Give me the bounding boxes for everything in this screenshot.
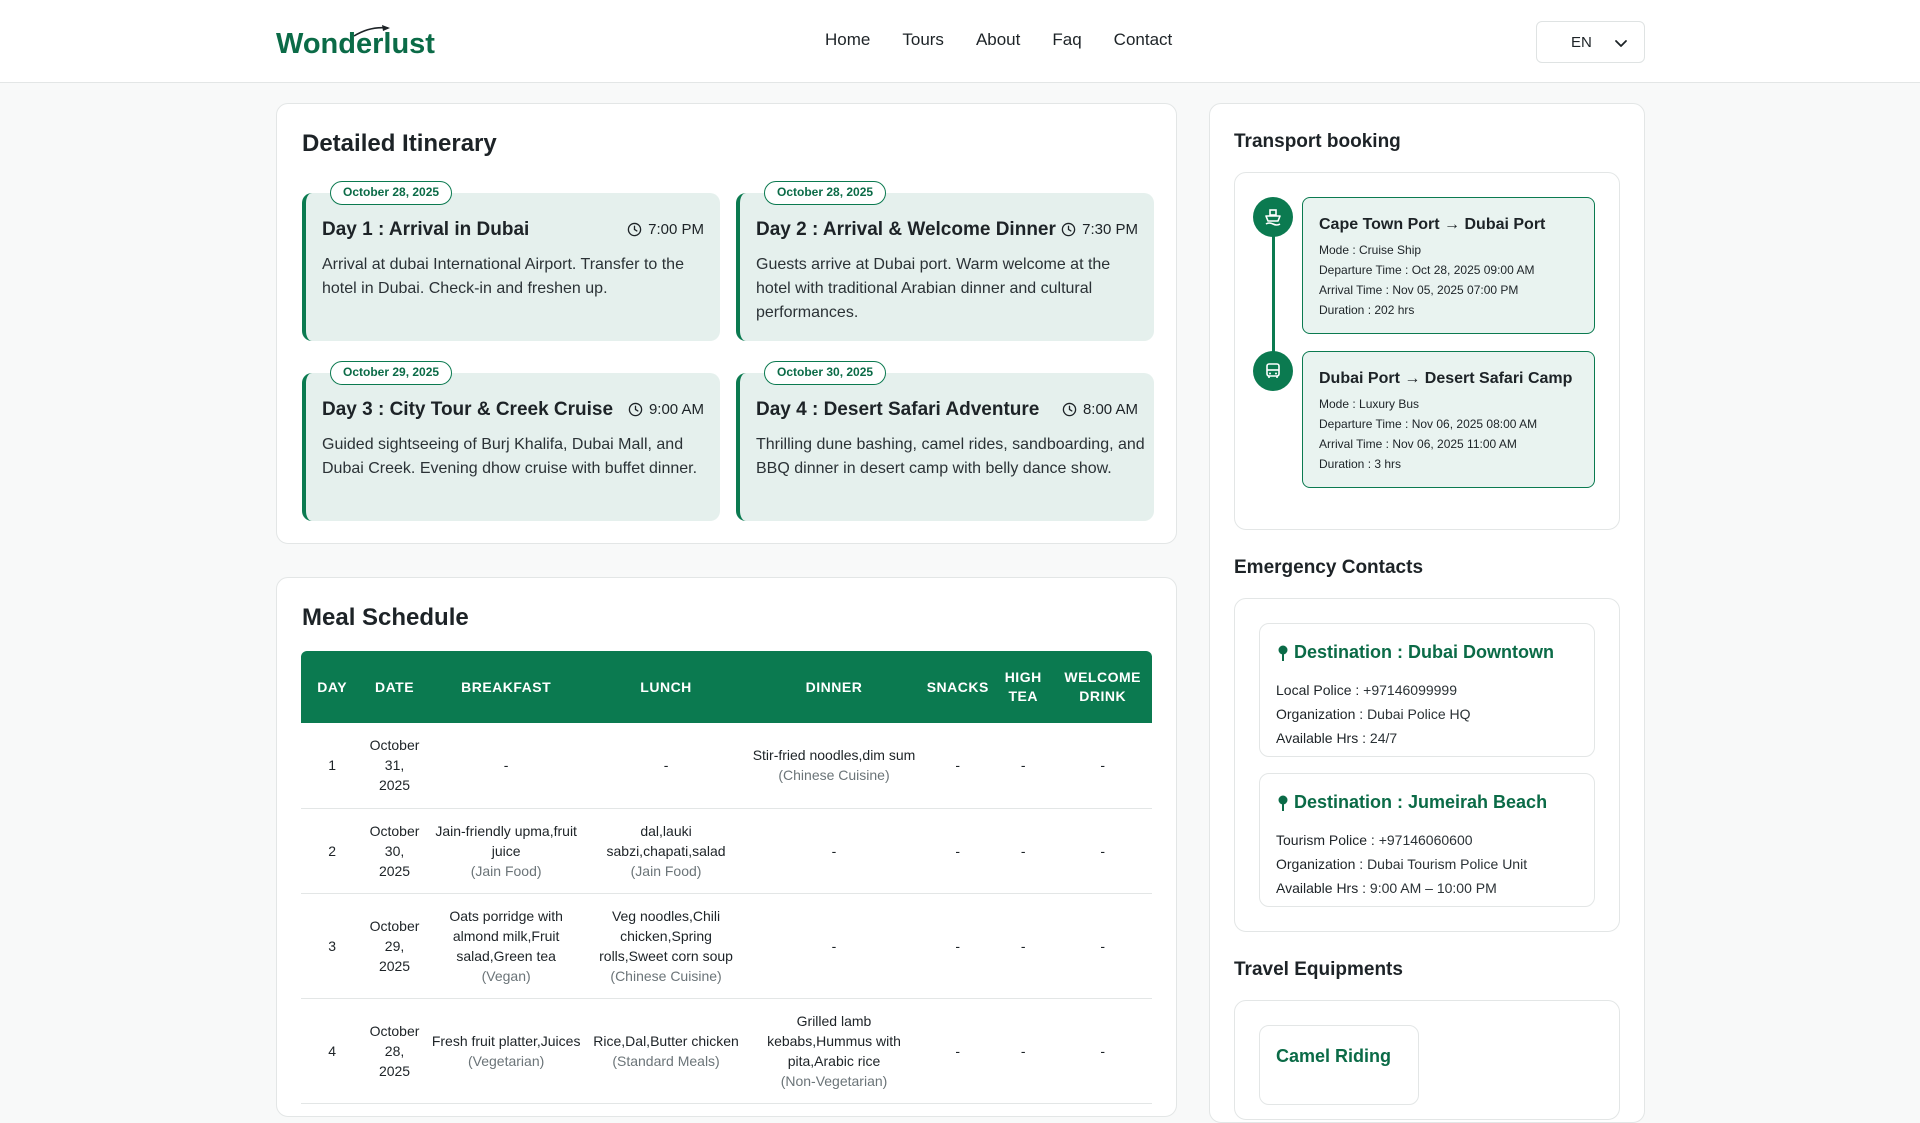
- table-header-row: [301, 651, 1152, 723]
- map-pin-icon: [1276, 644, 1290, 662]
- day-date-badge: October 29, 2025: [330, 361, 452, 385]
- day-title: Day 3 : City Tour & Creek Cruise: [322, 399, 614, 420]
- meal-items: -: [831, 937, 837, 954]
- day-time: [1062, 401, 1138, 418]
- cell-lunch: [587, 998, 746, 1103]
- col-date: DATE: [374, 678, 415, 695]
- meal-items: Fresh fruit platter,Juices: [431, 1032, 581, 1049]
- cell-date: October 30, 2025: [363, 808, 425, 893]
- itinerary-day: [736, 185, 1154, 341]
- cell-date: October 29, 2025: [363, 893, 425, 998]
- nav-faq[interactable]: Faq: [1052, 30, 1082, 49]
- logo-text: Wonderlust: [276, 28, 435, 60]
- cell-day: 3: [301, 893, 363, 998]
- day-time: [1061, 221, 1138, 238]
- organization-label: Organization :: [1276, 856, 1364, 872]
- hours-label: Available Hrs :: [1276, 730, 1367, 746]
- cell-dinner: [746, 893, 923, 998]
- day-time: [628, 401, 704, 418]
- hours-row: [1276, 730, 1397, 746]
- ship-icon: [1263, 207, 1283, 227]
- equipment-title: Travel Equipments: [1234, 959, 1403, 980]
- meal-items: Stir-fried noodles,dim sum: [752, 747, 916, 764]
- meal-items: -: [503, 757, 509, 774]
- col-dinner: DINNER: [805, 678, 863, 695]
- clock-icon: [627, 222, 642, 237]
- itinerary-day: [302, 185, 720, 341]
- departure-label: Departure Time : Oct 28, 2025 09:00 AM: [1319, 263, 1535, 277]
- equipment-name: Camel Riding: [1276, 1046, 1392, 1066]
- language-select[interactable]: [1536, 21, 1645, 63]
- cell-welcome-drink: -: [1053, 998, 1152, 1103]
- police-label: Tourism Police :: [1276, 832, 1375, 848]
- mode-label: Mode : Luxury Bus: [1319, 397, 1420, 411]
- col-snacks: SNACKS: [926, 678, 989, 695]
- nav-tours[interactable]: Tours: [902, 30, 944, 49]
- col-high-tea: HIGH TEA: [1004, 669, 1042, 704]
- col-breakfast: BREAKFAST: [461, 678, 552, 695]
- meal-items: Grilled lamb kebabs,Hummus with pita,Arabic rice: [767, 1012, 901, 1069]
- cuisine-label: (Jain Food): [470, 862, 542, 879]
- cell-lunch: [587, 723, 746, 808]
- clock-icon: [1062, 402, 1077, 417]
- itinerary-day: [736, 365, 1154, 521]
- emergency-contact: [1259, 623, 1595, 757]
- police-label: Local Police :: [1276, 682, 1360, 698]
- day-date-badge: October 28, 2025: [764, 181, 886, 205]
- day-description: Guided sightseeing of Burj Khalifa, Dubai Mall, and Dubai Creek. Evening dhow cruise with buffet dinner.: [322, 436, 698, 477]
- table-row: [301, 893, 1152, 998]
- cell-welcome-drink: -: [1053, 808, 1152, 893]
- cell-breakfast: [426, 893, 587, 998]
- destination-name: Destination : Dubai Downtown: [1294, 642, 1554, 662]
- language-label: EN: [1571, 34, 1592, 51]
- meal-items: Veg noodles,Chili chicken,Spring rolls,Sweet corn soup: [599, 907, 733, 964]
- nav-about[interactable]: About: [975, 30, 1021, 49]
- itinerary-day: [302, 365, 720, 521]
- meal-items: -: [831, 842, 837, 859]
- cell-day: 2: [301, 808, 363, 893]
- cell-date: October 31, 2025: [363, 723, 425, 808]
- cuisine-label: (Standard Meals): [612, 1052, 720, 1069]
- police-number[interactable]: +97146060600: [1378, 832, 1473, 848]
- day-title: Day 2 : Arrival & Welcome Dinner: [756, 219, 1056, 240]
- cuisine-label: (Non-Vegetarian): [780, 1072, 888, 1089]
- destination-name: Destination : Jumeirah Beach: [1294, 792, 1548, 812]
- cell-high-tea: -: [993, 998, 1053, 1103]
- emergency-contact: [1259, 773, 1595, 907]
- col-welcome-drink: WELCOME DRINK: [1064, 669, 1141, 704]
- day-title: Day 4 : Desert Safari Adventure: [756, 399, 1040, 420]
- transport-leg: [1302, 351, 1595, 488]
- day-time: [627, 221, 704, 238]
- duration-label: Duration : 202 hrs: [1319, 303, 1415, 317]
- table-row: [301, 808, 1152, 893]
- meal-items: Oats porridge with almond milk,Fruit salad,Green tea: [449, 907, 563, 964]
- main-nav: [825, 30, 1172, 50]
- cell-welcome-drink: -: [1053, 723, 1152, 808]
- cuisine-label: (Jain Food): [630, 862, 702, 879]
- route-label: Dubai Port → Desert Safari Camp: [1319, 370, 1573, 387]
- day-description: Guests arrive at Dubai port. Warm welcome at the hotel with traditional Arabian dinner and cultural performances.: [756, 256, 1111, 321]
- mode-label: Mode : Cruise Ship: [1319, 243, 1422, 257]
- nav-contact[interactable]: Contact: [1113, 30, 1173, 49]
- organization-label: Organization :: [1276, 706, 1364, 722]
- ship-icon-badge: [1253, 197, 1293, 237]
- cell-dinner: [746, 998, 923, 1103]
- day-time-label: 7:00 PM: [648, 221, 704, 238]
- cell-day: 1: [301, 723, 363, 808]
- police-row: [1276, 682, 1457, 698]
- day-title: Day 1 : Arrival in Dubai: [322, 219, 530, 240]
- route-label: Cape Town Port → Dubai Port: [1319, 216, 1546, 233]
- site-header: [0, 0, 1920, 83]
- organization-value: Dubai Tourism Police Unit: [1367, 856, 1528, 872]
- day-time-label: 9:00 AM: [648, 401, 704, 418]
- cell-welcome-drink: -: [1053, 893, 1152, 998]
- organization-row: [1276, 856, 1527, 872]
- cell-snacks: -: [923, 893, 994, 998]
- organization-row: [1276, 706, 1471, 722]
- day-date-badge: October 30, 2025: [764, 361, 886, 385]
- destination-label: [1276, 792, 1547, 813]
- departure-label: Departure Time : Nov 06, 2025 08:00 AM: [1319, 417, 1538, 431]
- hours-value: 24/7: [1369, 730, 1398, 746]
- itinerary-card: [276, 103, 1177, 544]
- nav-home[interactable]: Home: [825, 30, 871, 49]
- transport-leg: [1302, 197, 1595, 334]
- bus-icon-badge: [1253, 351, 1293, 391]
- cell-snacks: -: [923, 723, 994, 808]
- cuisine-label: (Chinese Cuisine): [610, 967, 722, 984]
- cell-breakfast: [426, 808, 587, 893]
- cuisine-label: (Vegetarian): [468, 1052, 545, 1069]
- cell-lunch: [587, 893, 746, 998]
- cell-day: 4: [301, 998, 363, 1103]
- bus-icon: [1263, 361, 1283, 381]
- hours-value: 9:00 AM – 10:00 PM: [1369, 880, 1497, 896]
- table-row: [301, 998, 1152, 1103]
- day-description: Arrival at dubai International Airport. Transfer to the hotel in Dubai. Check-in and freshen up.: [322, 256, 684, 297]
- col-lunch: LUNCH: [640, 678, 692, 695]
- hours-row: [1276, 880, 1497, 896]
- table-row: [301, 723, 1152, 808]
- cell-dinner: [746, 808, 923, 893]
- meal-items: Jain-friendly upma,fruit juice: [435, 822, 577, 859]
- cell-high-tea: -: [993, 723, 1053, 808]
- map-pin-icon: [1276, 794, 1290, 812]
- cell-snacks: -: [923, 998, 994, 1103]
- destination-label: [1276, 642, 1554, 663]
- cell-breakfast: [426, 723, 587, 808]
- clock-icon: [628, 402, 643, 417]
- chevron-down-icon: [1613, 35, 1629, 51]
- duration-label: Duration : 3 hrs: [1319, 457, 1402, 471]
- meal-items: -: [663, 757, 669, 774]
- day-time-label: 8:00 AM: [1082, 401, 1138, 418]
- cuisine-label: (Chinese Cuisine): [778, 767, 890, 784]
- organization-value: Dubai Police HQ: [1367, 706, 1471, 722]
- meal-items: Rice,Dal,Butter chicken: [593, 1032, 739, 1049]
- police-row: [1276, 832, 1473, 848]
- cell-lunch: [587, 808, 746, 893]
- cell-high-tea: -: [993, 893, 1053, 998]
- cell-date: October 28, 2025: [363, 998, 425, 1103]
- transport-title: Transport booking: [1234, 131, 1401, 152]
- cuisine-label: (Vegan): [481, 967, 531, 984]
- cell-breakfast: [426, 998, 587, 1103]
- hours-label: Available Hrs :: [1276, 880, 1367, 896]
- meal-table: [301, 651, 1152, 1104]
- meal-schedule-title: Meal Schedule: [302, 604, 469, 631]
- col-day: DAY: [317, 678, 348, 695]
- cell-dinner: [746, 723, 923, 808]
- itinerary-title: Detailed Itinerary: [302, 130, 497, 157]
- cell-snacks: -: [923, 808, 994, 893]
- day-time-label: 7:30 PM: [1082, 221, 1138, 238]
- police-number[interactable]: +97146099999: [1363, 682, 1457, 698]
- clock-icon: [1061, 222, 1076, 237]
- day-date-badge: October 28, 2025: [330, 181, 452, 205]
- day-description: Thrilling dune bashing, camel rides, sandboarding, and BBQ dinner in desert camp with belly dance show.: [756, 436, 1145, 477]
- arrival-label: Arrival Time : Nov 06, 2025 11:00 AM: [1319, 437, 1517, 451]
- meal-items: dal,lauki sabzi,chapati,salad: [606, 822, 726, 859]
- equipment-item[interactable]: [1259, 1025, 1419, 1105]
- arrival-label: Arrival Time : Nov 05, 2025 07:00 PM: [1319, 283, 1519, 297]
- logo[interactable]: [276, 24, 436, 60]
- cell-high-tea: -: [993, 808, 1053, 893]
- emergency-title: Emergency Contacts: [1234, 557, 1424, 578]
